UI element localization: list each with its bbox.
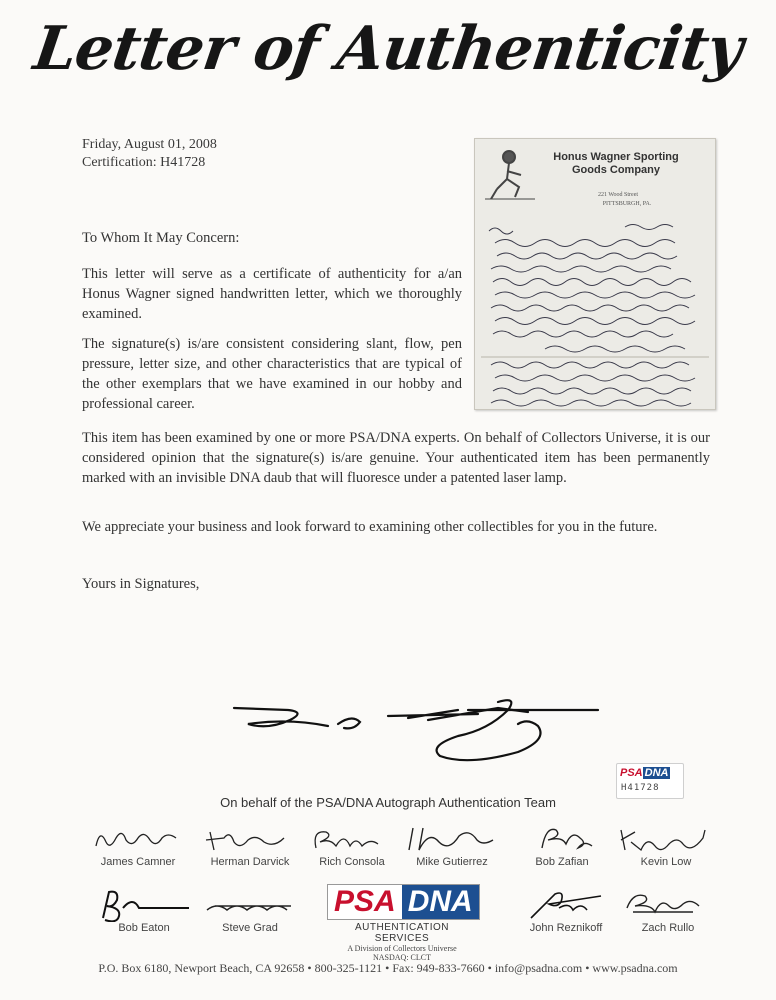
closing: Yours in Signatures, bbox=[82, 576, 200, 592]
staff-name: James Camner bbox=[100, 856, 176, 868]
letter-date: Friday, August 01, 2008 bbox=[82, 137, 217, 152]
psa-dna-sticker bbox=[616, 763, 684, 799]
certification-number: Certification: H41728 bbox=[82, 155, 206, 170]
signature-low-image bbox=[611, 822, 721, 856]
photo-city: PITTSBURGH, PA. bbox=[602, 201, 652, 207]
staff-name: Mike Gutierrez bbox=[416, 856, 488, 868]
handwriting-lines bbox=[489, 225, 695, 407]
staff-name: Bob Zafian bbox=[535, 856, 589, 868]
staff-name: John Reznikoff bbox=[529, 922, 603, 934]
signature-eaton-image bbox=[89, 888, 199, 922]
sticker-logo bbox=[620, 767, 670, 779]
logo-nasdaq: NASDAQ: CLCT bbox=[372, 953, 431, 962]
logo-psa: PSA bbox=[328, 885, 402, 919]
signature-zafian-image bbox=[512, 822, 612, 856]
signature-camner-image bbox=[88, 822, 188, 856]
paragraph-appreciation: We appreciate your business and look forward to examining other collectibles for you in the future. bbox=[82, 519, 658, 535]
staff-signature-low bbox=[606, 822, 726, 868]
staff-signature-grad bbox=[190, 888, 310, 934]
staff-signature-zafian bbox=[502, 822, 622, 868]
main-authenticator-signature bbox=[228, 690, 608, 770]
signature-rullo-image bbox=[613, 888, 723, 922]
staff-signature-camner bbox=[78, 822, 198, 868]
handwritten-letter-image bbox=[475, 139, 715, 409]
logo-division: A Division of Collectors Universe bbox=[347, 944, 457, 953]
staff-name: Zach Rullo bbox=[641, 922, 695, 934]
paragraph-examination: This item has been examined by one or more PSA/DNA experts. On behalf of Collectors Universe, it is our considered opinion that the signature(s) is/are genuine. Your authenticated item has been permanently marked with an invisible DNA daub that will fluoresce under a patented laser lamp. bbox=[82, 430, 710, 486]
logo-dna: DNA bbox=[402, 885, 479, 919]
sticker-psa: PSA bbox=[620, 767, 643, 779]
item-photo bbox=[474, 138, 716, 410]
staff-signature-eaton bbox=[84, 888, 204, 934]
ballplayer-logo-icon bbox=[485, 151, 535, 199]
signature-grad-image bbox=[195, 888, 305, 922]
signature-consola-image bbox=[302, 822, 402, 856]
photo-address: 221 Wood Street bbox=[597, 192, 639, 198]
signature-darvick-image bbox=[200, 822, 300, 856]
sticker-number: H41728 bbox=[621, 783, 660, 793]
paragraph-item-description: This letter will serve as a certificate of authenticity for a/an Honus Wagner signed handwritten letter, which we thoroughly examined. bbox=[82, 266, 462, 322]
paragraph-signature-consistency: The signature(s) is/are consistent considering slant, flow, pen pressure, letter size, and other characteristics that are typical of the other exemplars that we have examined in our hobby and professional career. bbox=[82, 336, 462, 412]
staff-name: Herman Darvick bbox=[210, 856, 290, 868]
staff-name: Steve Grad bbox=[222, 922, 278, 934]
staff-name: Rich Consola bbox=[319, 856, 385, 868]
salutation: To Whom It May Concern: bbox=[82, 230, 240, 246]
letter-meta bbox=[82, 136, 217, 172]
staff-name: Kevin Low bbox=[640, 856, 692, 868]
logo-services: AUTHENTICATION SERVICES bbox=[354, 922, 450, 944]
footer-contact: P.O. Box 6180, Newport Beach, CA 92658 • 800-325-1121 • Fax: 949-833-7660 • info@psadna.com • www.psadna.com bbox=[98, 961, 678, 975]
staff-signature-gutierrez bbox=[392, 822, 512, 868]
staff-name: Bob Eaton bbox=[118, 922, 170, 934]
psa-dna-mark bbox=[327, 884, 480, 920]
page-title: Letter of Authenticity bbox=[29, 14, 747, 84]
staff-signature-rullo bbox=[608, 888, 728, 934]
team-heading: On behalf of the PSA/DNA Autograph Authentication Team bbox=[220, 795, 556, 810]
signature-gutierrez-image bbox=[397, 822, 507, 856]
photo-letterhead-title: Honus Wagner Sporting Goods Company bbox=[553, 151, 679, 176]
psa-dna-logo bbox=[327, 884, 477, 962]
signature-reznikoff-image bbox=[511, 888, 621, 922]
sticker-dna: DNA bbox=[644, 767, 669, 779]
